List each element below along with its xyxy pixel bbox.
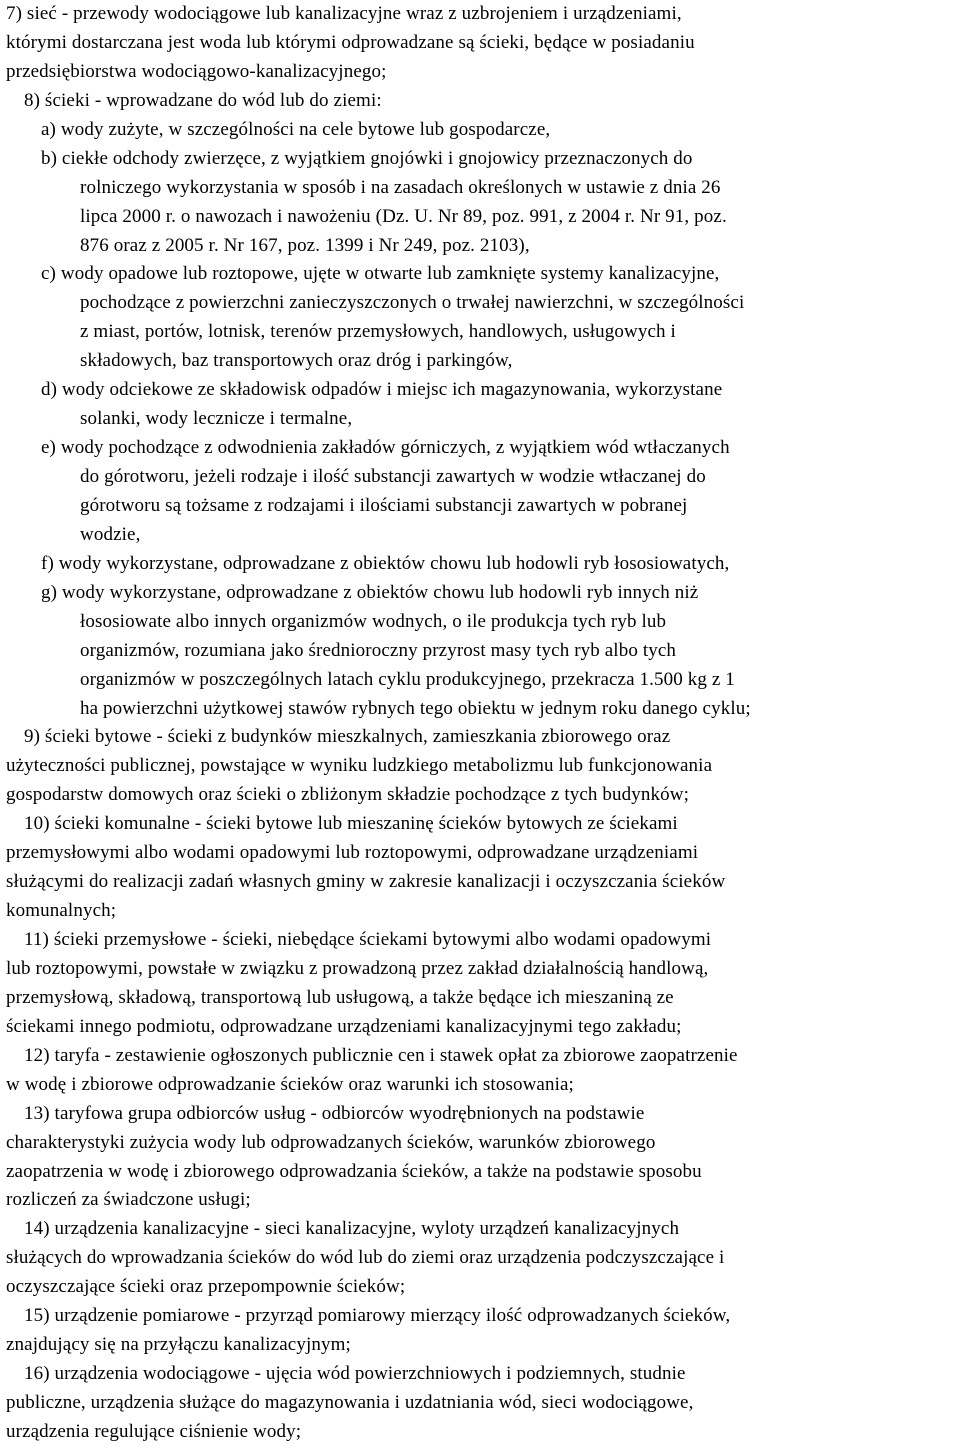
- subitem-g: g) wody wykorzystane, odprowadzane z obiektów chowu lub hodowli ryb innych niż: [41, 581, 699, 603]
- definition-item-7: 7) sieć - przewody wodociągowe lub kanalizacyjne wraz z uzbrojeniem i urządzeniami,: [6, 3, 682, 24]
- subitem-a: a) wody zużyte, w szczególności na cele bytowe lub gospodarcze,: [41, 118, 551, 140]
- subitem-text: do górotworu, jeżeli rodzaje i ilość substancji zawartych w wodzie wtłaczanej do: [80, 466, 706, 487]
- definition-text: którymi dostarczana jest woda lub którymi odprowadzane są ścieki, będące w posiadaniu: [6, 31, 695, 53]
- definition-text: oczyszczające ścieki oraz przepompownie ścieków;: [6, 1276, 406, 1298]
- definition-text: ściekami innego podmiotu, odprowadzane urządzeniami kanalizacyjnymi tego zakładu;: [6, 1015, 682, 1037]
- definition-item-15: 15) urządzenie pomiarowe - przyrząd pomiarowy mierzący ilość odprowadzanych ścieków,: [24, 1305, 731, 1327]
- definition-item-13: 13) taryfowa grupa odbiorców usług - odbiorców wyodrębnionych na podstawie: [24, 1102, 645, 1124]
- definition-item-12: 12) taryfa - zestawienie ogłoszonych publicznie cen i stawek opłat za zbiorowe zaopatrzenie: [24, 1044, 738, 1066]
- definition-text: gospodarstw domowych oraz ścieki o zbliżonym składzie pochodzące z tych budynków;: [6, 784, 689, 806]
- definition-text: służących do wprowadzania ścieków do wód lub do ziemi oraz urządzenia podczyszczające i: [6, 1247, 725, 1269]
- definition-text: przedsiębiorstwa wodociągowo-kanalizacyjnego;: [6, 60, 387, 82]
- definition-text: w wodę i zbiorowe odprowadzanie ścieków oraz warunki ich stosowania;: [6, 1073, 574, 1095]
- definition-item-14: 14) urządzenia kanalizacyjne - sieci kanalizacyjne, wyloty urządzeń kanalizacyjnych: [24, 1218, 680, 1240]
- subitem-e: e) wody pochodzące z odwodnienia zakładów górniczych, z wyjątkiem wód wtłaczanych: [41, 437, 730, 459]
- subitem-text: lipca 2000 r. o nawozach i nawożeniu (Dz. U. Nr 89, poz. 991, z 2004 r. Nr 91, poz.: [80, 205, 727, 227]
- subitem-text: organizmów w poszczególnych latach cyklu produkcyjnego, przekracza 1.500 kg z 1: [80, 668, 735, 690]
- subitem-text: łososiowate albo innych organizmów wodnych, o ile produkcja tych ryb lub: [80, 610, 667, 632]
- document-page: [6, 0, 958, 1447]
- subitem-b: b) ciekłe odchody zwierzęce, z wyjątkiem gnojówki i gnojowicy przeznaczonych do: [41, 147, 693, 169]
- subitem-text: składowych, baz transportowych oraz dróg i parkingów,: [80, 350, 513, 372]
- definition-text: komunalnych;: [6, 900, 117, 922]
- definition-text: rozliczeń za świadczone usługi;: [6, 1189, 251, 1211]
- subitem-text: rolniczego wykorzystania w sposób i na zasadach określonych w ustawie z dnia 26: [80, 176, 721, 198]
- definition-text: lub roztopowymi, powstałe w związku z prowadzoną przez zakład działalnością handlową,: [6, 957, 709, 979]
- definition-item-16: 16) urządzenia wodociągowe - ujęcia wód powierzchniowych i podziemnych, studnie: [24, 1363, 686, 1385]
- definition-item-8: 8) ścieki - wprowadzane do wód lub do ziemi:: [24, 89, 382, 111]
- subitem-c: c) wody opadowe lub roztopowe, ujęte w otwarte lub zamknięte systemy kanalizacyjne,: [41, 263, 720, 285]
- definition-text: urządzenia regulujące ciśnienie wody;: [6, 1420, 302, 1442]
- subitem-text: pochodzące z powierzchni zanieczyszczonych o trwałej nawierzchni, w szczególności: [80, 292, 745, 314]
- definition-text: publiczne, urządzenia służące do magazynowania i uzdatniania wód, sieci wodociągowe,: [6, 1392, 694, 1413]
- subitem-text: z miast, portów, lotnisk, terenów przemysłowych, handlowych, usługowych i: [80, 321, 676, 343]
- definition-text: charakterystyki zużycia wody lub odprowadzanych ścieków, warunków zbiorowego: [6, 1131, 656, 1153]
- subitem-f: f) wody wykorzystane, odprowadzane z obiektów chowu lub hodowli ryb łososiowatych,: [41, 552, 730, 574]
- definition-item-9: 9) ścieki bytowe - ścieki z budynków mieszkalnych, zamieszkania zbiorowego oraz: [24, 726, 671, 748]
- definition-item-11: 11) ścieki przemysłowe - ścieki, niebędące ściekami bytowymi albo wodami opadowymi: [24, 929, 712, 950]
- definition-item-10: 10) ścieki komunalne - ścieki bytowe lub mieszaninę ścieków bytowych ze ściekami: [24, 813, 678, 835]
- definition-text: użyteczności publicznej, powstające w wyniku ludzkiego metabolizmu lub funkcjonowania: [6, 755, 713, 777]
- definition-text: znajdujący się na przyłączu kanalizacyjnym;: [6, 1334, 351, 1356]
- subitem-text: 876 oraz z 2005 r. Nr 167, poz. 1399 i Nr 249, poz. 2103),: [80, 234, 530, 256]
- subitem-text: wodzie,: [80, 523, 141, 545]
- subitem-text: ha powierzchni użytkowej stawów rybnych tego obiektu w jednym roku danego cyklu;: [80, 697, 751, 719]
- subitem-text: solanki, wody lecznicze i termalne,: [80, 408, 353, 430]
- definition-text: przemysłową, składową, transportową lub usługową, a także będące ich mieszaniną ze: [6, 986, 674, 1008]
- definition-text: zaopatrzenia w wodę i zbiorowego odprowadzania ścieków, a także na podstawie sposobu: [6, 1160, 702, 1182]
- subitem-text: organizmów, rozumiana jako średnioroczny przyrost masy tych ryb albo tych: [80, 639, 677, 661]
- definition-text: służącymi do realizacji zadań własnych gminy w zakresie kanalizacji i oczyszczania ścieków: [6, 871, 726, 893]
- subitem-text: górotworu są tożsame z rodzajami i ilościami substancji zawartych w pobranej: [80, 494, 688, 516]
- subitem-d: d) wody odciekowe ze składowisk odpadów i miejsc ich magazynowania, wykorzystane: [41, 379, 723, 401]
- definition-text: przemysłowymi albo wodami opadowymi lub roztopowymi, odprowadzane urządzeniami: [6, 842, 699, 864]
